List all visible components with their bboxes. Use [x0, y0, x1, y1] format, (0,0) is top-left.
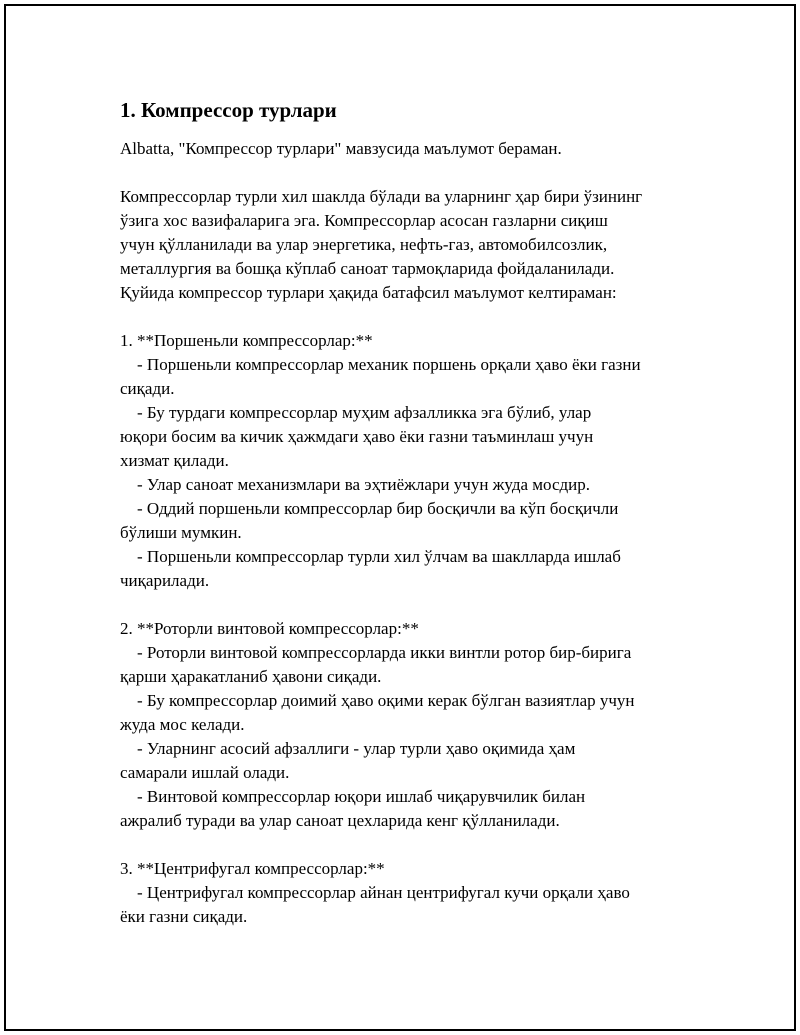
section-centrifugal [120, 857, 700, 929]
list-item: - Роторли винтовой компрессорларда икки винтли ротор бир-бирига қарши ҳаракатланиб ҳавони сиқади. [120, 643, 632, 686]
paragraph-gap [120, 593, 700, 617]
paragraph-gap [120, 833, 700, 857]
list-item: - Поршеньли компрессорлар механик поршень орқали ҳаво ёки газни сиқади. [120, 355, 641, 398]
section-rotary-screw [120, 617, 700, 833]
document-content [120, 96, 700, 929]
list-item: - Центрифугал компрессорлар айнан центрифугал кучи орқали ҳаво ёки газни сиқади. [120, 883, 630, 926]
list-item: - Уларнинг асосий афзаллиги - улар турли ҳаво оқимида ҳам самарали ишлай олади. [120, 739, 576, 782]
section-reciprocating [120, 329, 700, 593]
document-page [4, 4, 796, 1031]
list-item: - Оддий поршеньли компрессорлар бир босқичли ва кўп босқичли бўлиши мумкин. [120, 499, 619, 542]
section-title: 2. **Роторли винтовой компрессорлар:** [120, 619, 419, 638]
list-item: - Поршеньли компрессорлар турли хил ўлчам ва шаклларда ишлаб чиқарилади. [120, 547, 621, 590]
intro-paragraph: Albatta, "Компрессор турлари" мавзусида маълумот бераман. [120, 139, 562, 158]
paragraph-gap [120, 161, 700, 185]
paragraph-gap [120, 305, 700, 329]
overview-paragraph: Компрессорлар турли хил шаклда бўлади ва уларнинг ҳар бири ўзининг ўзига хос вазифаларига эга. Компрессорлар асосан газларни сиқиш учун қўлланилади ва улар энергетика, нефть-газ, автомобилсозлик, металлургия ва бошқа кўплаб саноат тармоқларида фойдаланилади. Қуйида компрессор турлари ҳақида батафсил маълумот келтираман: [120, 187, 643, 302]
list-item: - Улар саноат механизмлари ва эҳтиёжлари учун жуда мосдир. [120, 475, 591, 494]
document-title: 1. Компрессор турлари [120, 98, 337, 122]
section-title: 1. **Поршеньли компрессорлар:** [120, 331, 373, 350]
section-title: 3. **Центрифугал компрессорлар:** [120, 859, 385, 878]
list-item: - Винтовой компрессорлар юқори ишлаб чиқарувчилик билан ажралиб туради ва улар саноат цехларида кенг қўлланилади. [120, 787, 586, 830]
list-item: - Бу компрессорлар доимий ҳаво оқими керак бўлган вазиятлар учун жуда мос келади. [120, 691, 635, 734]
list-item: - Бу турдаги компрессорлар муҳим афзалликка эга бўлиб, улар юқори босим ва кичик ҳажмдаги ҳаво ёки газни таъминлаш учун хизмат қилади. [120, 403, 594, 470]
